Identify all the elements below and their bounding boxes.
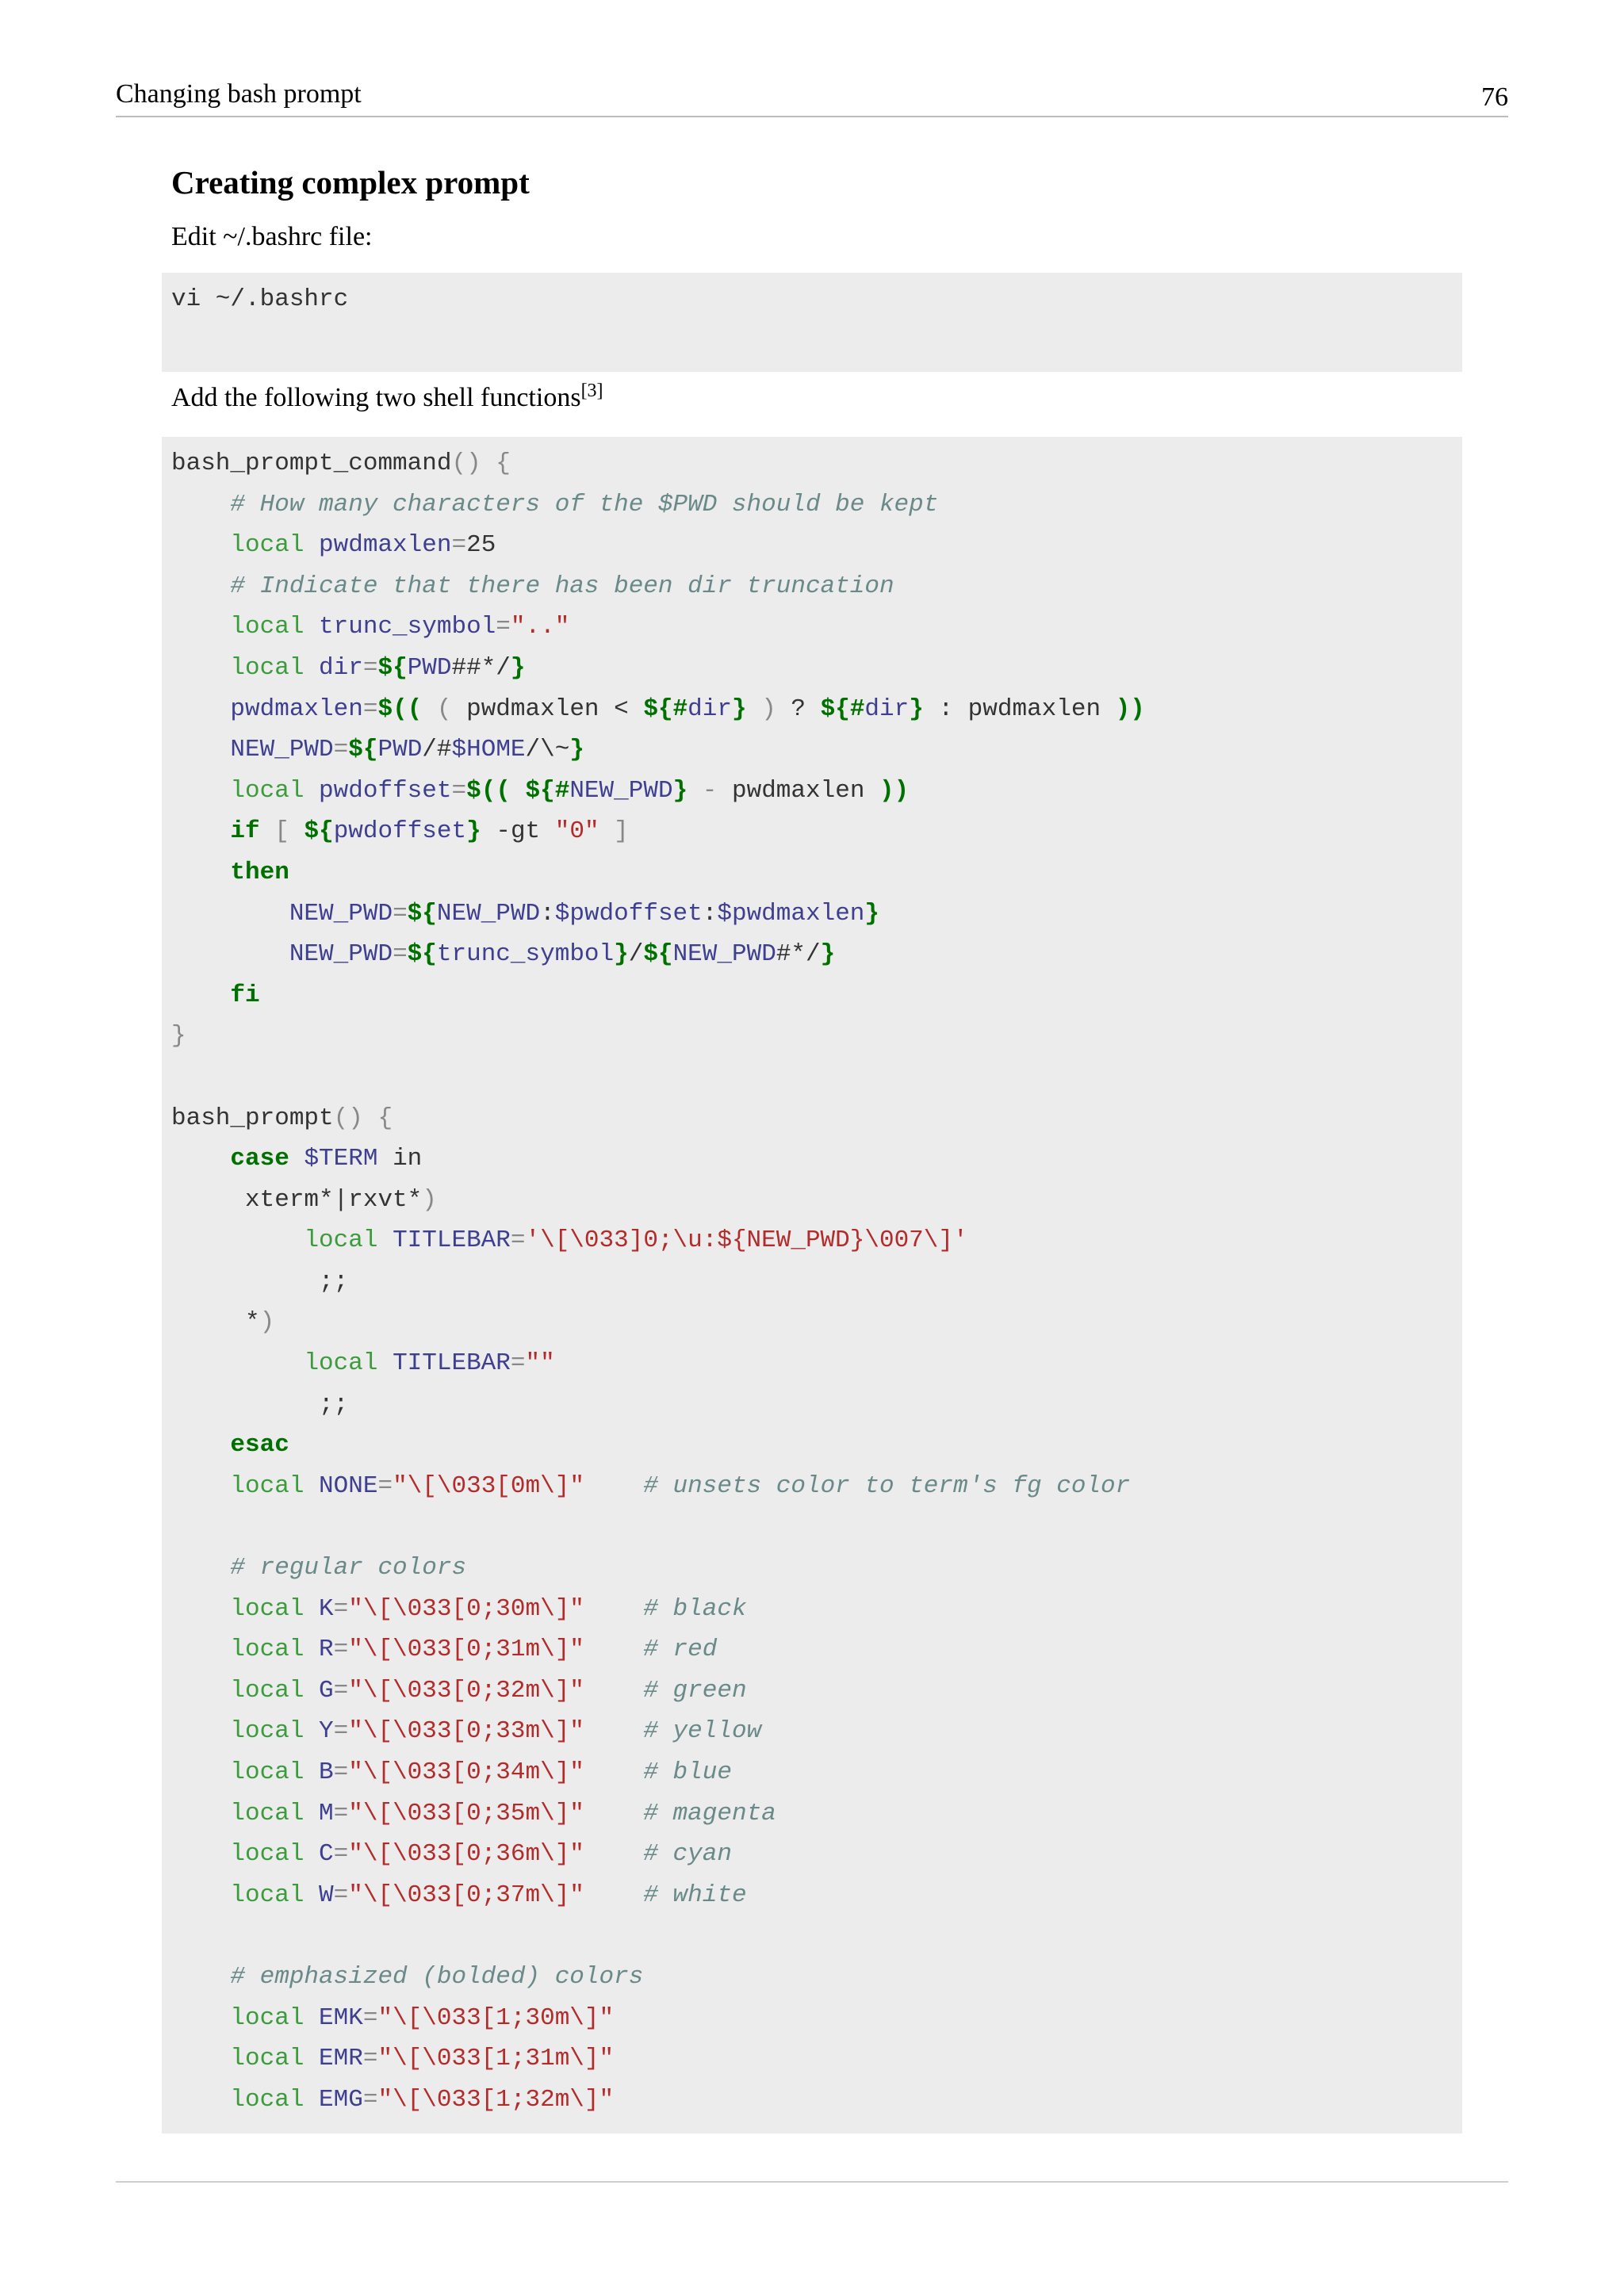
code-token: )) (1115, 695, 1145, 723)
code-line (171, 1915, 1145, 1957)
code-token: local (230, 1594, 304, 1623)
code-token (304, 1717, 319, 1745)
code-token: = (333, 1840, 349, 1869)
code-token: C (319, 1840, 334, 1869)
code-line (171, 894, 1145, 935)
code-token: if (230, 817, 260, 846)
code-token (304, 1595, 319, 1623)
code-token: "\[\033[1;32m\]" (377, 2085, 615, 2114)
code-line (171, 2038, 1145, 2080)
code-token (584, 1840, 643, 1868)
code-token: pwdoffset (333, 817, 467, 846)
code-token: () { (333, 1104, 393, 1132)
code-token: = (333, 1594, 349, 1623)
code-token: $TERM (304, 1145, 378, 1173)
code-token: "\[\033[0;31m\]" (348, 1636, 584, 1664)
code-token (599, 817, 615, 845)
code-token (171, 1881, 230, 1909)
code-token: "\[\033[0;30m\]" (348, 1594, 584, 1623)
code-token: } (731, 695, 747, 723)
code-token (584, 1800, 643, 1827)
code-token: esac (230, 1431, 289, 1460)
intro-paragraph: Edit ~/.bashrc file: (171, 222, 373, 251)
code-token: pwdmaxlen (717, 776, 880, 805)
code-token (304, 777, 319, 805)
code-token: } (672, 776, 688, 805)
code-token: = (333, 1758, 349, 1786)
code-token: } (466, 817, 481, 846)
code-token (171, 1717, 230, 1745)
code-token: $HOME (451, 736, 526, 764)
code-token (289, 1145, 304, 1173)
code-token (304, 1881, 319, 1909)
code-token (171, 572, 230, 600)
code-token: R (319, 1636, 334, 1664)
code-token: #*/ (776, 940, 821, 969)
code-line (171, 1998, 1145, 2039)
code-line (171, 1629, 1145, 1670)
code-token: # regular colors (230, 1554, 467, 1582)
code-token (171, 982, 230, 1009)
code-line (171, 1057, 1145, 1098)
code-token (304, 1758, 319, 1786)
code-token: "0" (554, 817, 599, 846)
code-token (289, 817, 304, 845)
code-line (171, 689, 1145, 730)
code-token: ${# (525, 776, 570, 805)
code-token: "\[\033[0;37m\]" (348, 1881, 584, 1909)
code-line (171, 1220, 1145, 1261)
code-token (584, 1881, 643, 1909)
code-token (584, 1758, 643, 1786)
code-token (171, 1431, 230, 1459)
code-line (171, 1752, 1145, 1793)
code-token: # emphasized (bolded) colors (230, 1962, 644, 1991)
code-token: local (304, 1226, 378, 1255)
code-token: local (230, 1758, 304, 1786)
code-token: PWD (407, 653, 452, 682)
code-token: # blue (643, 1758, 732, 1786)
code-token (171, 736, 230, 763)
code-token: EMK (319, 2003, 363, 2032)
code-token: ${# (820, 695, 865, 723)
code-token: - (702, 776, 718, 805)
code-token: } (614, 940, 629, 969)
code-token: NEW_PWD (569, 776, 673, 805)
code-lines (171, 443, 1145, 2120)
code-token: # green (643, 1676, 747, 1705)
code-line (171, 811, 1145, 852)
code-token (171, 1677, 230, 1705)
running-header-title: Changing bash prompt (116, 79, 362, 109)
code-token: = (362, 2045, 378, 2073)
code-token: )) (879, 776, 910, 805)
code-token (171, 1636, 230, 1663)
code-token: = (393, 899, 408, 928)
code-token: "\[\033[0;34m\]" (348, 1758, 584, 1786)
code-token: "" (525, 1349, 555, 1378)
code-token: xterm*|rxvt* (171, 1185, 423, 1214)
code-token: local (230, 2045, 304, 2073)
code-line (171, 1302, 1145, 1343)
code-token: local (230, 531, 304, 560)
code-token: $(( (377, 695, 423, 723)
code-line (171, 648, 1145, 689)
code-line (171, 852, 1145, 894)
code-token: ? (776, 695, 821, 723)
code-token: ;; (171, 1390, 349, 1418)
code-token: "\[\033[0;32m\]" (348, 1676, 584, 1705)
code-line (171, 1589, 1145, 1630)
code-token (304, 1800, 319, 1827)
code-token: () { (451, 450, 511, 477)
code-token: /\~ (525, 736, 570, 764)
code-token: local (230, 1799, 304, 1827)
code-token: ( (436, 695, 452, 723)
code-token: local (230, 653, 304, 682)
section-heading: Creating complex prompt (171, 164, 530, 201)
code-token: = (333, 1676, 349, 1705)
code-token: } (864, 899, 880, 928)
code-token (171, 1800, 230, 1827)
code-token (171, 900, 289, 928)
code-line (171, 484, 1145, 526)
code-token: = (333, 1636, 349, 1664)
code-token: local (230, 2003, 304, 2032)
code-line (171, 1261, 1145, 1303)
code-token: dir (319, 653, 363, 682)
code-token (171, 1963, 230, 1991)
footer-rule (116, 2181, 1508, 2183)
code-token: NEW_PWD (672, 940, 776, 969)
code-token (171, 613, 230, 641)
page-number: 76 (1481, 82, 1508, 112)
code-token: = (496, 613, 511, 641)
code-token: # white (643, 1881, 747, 1909)
code-token: dir (688, 695, 732, 723)
code-token: M (319, 1799, 334, 1827)
code-token (171, 695, 230, 723)
code-line (171, 1506, 1145, 1548)
code-token: EMG (319, 2085, 363, 2114)
code-token (171, 2004, 230, 2032)
code-token: PWD (377, 736, 423, 764)
code-token: $(( (466, 776, 511, 805)
code-line (171, 1957, 1145, 1998)
code-token: local (230, 1881, 304, 1909)
code-token: = (451, 531, 467, 560)
code-token: local (230, 1471, 304, 1500)
code-token: ) (422, 1185, 437, 1214)
code-token (511, 777, 526, 805)
code-token (584, 1595, 643, 1623)
code-token: "\[\033[0m\]" (393, 1471, 584, 1500)
code-token: ${ (377, 653, 408, 682)
code-token: = (510, 1226, 526, 1255)
code-token: pwdmaxlen < (451, 695, 644, 723)
code-token (422, 695, 437, 723)
code-token: = (510, 1349, 526, 1378)
code-token (171, 1145, 230, 1173)
code-token (171, 491, 230, 519)
code-token: -gt (481, 817, 555, 846)
code-token: = (362, 695, 378, 723)
code-token (304, 2004, 319, 2032)
code-token: = (333, 1717, 349, 1746)
code-token: # red (643, 1636, 718, 1664)
code-token: = (362, 653, 378, 682)
code-token: pwdmaxlen (230, 695, 363, 723)
code-token (304, 1636, 319, 1663)
code-token (171, 2045, 230, 2072)
code-line (171, 525, 1145, 566)
code-token: 25 (466, 531, 496, 560)
code-token: ] (614, 817, 629, 846)
code-token (304, 1677, 319, 1705)
code-token (171, 1595, 230, 1623)
code-token: TITLEBAR (393, 1349, 511, 1378)
code-token: pwdmaxlen (319, 531, 452, 560)
code-token (304, 531, 319, 559)
code-token (171, 1472, 230, 1500)
code-token: # cyan (643, 1840, 732, 1869)
code-token: pwdoffset (319, 776, 452, 805)
code-token: = (362, 2003, 378, 2032)
code-token (747, 695, 762, 723)
code-token: local (230, 776, 304, 805)
code-token: case (230, 1145, 289, 1173)
code-token: } (569, 736, 584, 764)
code-token: trunc_symbol (319, 613, 496, 641)
code-token: } (909, 695, 924, 723)
code-token: TITLEBAR (393, 1226, 511, 1255)
code-line (171, 975, 1145, 1016)
code-token: trunc_symbol (436, 940, 615, 969)
code-token: = (362, 2085, 378, 2114)
code-token: $pwdoffset (554, 899, 703, 928)
code-token (171, 859, 230, 886)
code-line (171, 443, 1145, 484)
code-token: "\[\033[0;35m\]" (348, 1799, 584, 1827)
code-token (304, 613, 319, 641)
code-token (377, 1349, 393, 1377)
code-token: = (333, 736, 349, 764)
code-line (171, 934, 1145, 975)
code-token: bash_prompt (171, 1104, 334, 1132)
functions-paragraph-text: Add the following two shell functions (171, 383, 581, 412)
code-token: } (171, 1022, 186, 1050)
code-token: NEW_PWD (289, 899, 393, 928)
code-token (584, 1472, 643, 1500)
code-token (584, 1677, 643, 1705)
code-line (171, 1180, 1145, 1221)
code-token (377, 1226, 393, 1254)
code-token: ) (259, 1308, 275, 1337)
code-line (171, 607, 1145, 648)
code-token (171, 1226, 304, 1254)
code-token: local (230, 1636, 304, 1664)
code-token: G (319, 1676, 334, 1705)
code-token: dir (864, 695, 910, 723)
code-token: EMR (319, 2045, 363, 2073)
code-token: local (304, 1349, 378, 1378)
code-line (171, 2080, 1145, 2121)
code-token: } (510, 653, 526, 682)
code-token (171, 1758, 230, 1786)
code-token: = (333, 1799, 349, 1827)
code-token: NEW_PWD (230, 736, 334, 764)
code-line (171, 1384, 1145, 1425)
code-token: ${ (304, 817, 334, 846)
code-token (584, 1717, 643, 1745)
code-token: NEW_PWD (289, 940, 393, 969)
code-block-edit-bashrc (162, 273, 1462, 372)
code-token: : (540, 899, 555, 928)
code-token: ;; (171, 1267, 349, 1295)
code-token: / (628, 940, 644, 969)
code-token (304, 2045, 319, 2072)
code-line (171, 1425, 1145, 1466)
code-token: "\[\033[1;30m\]" (377, 2003, 615, 2032)
code-token (171, 654, 230, 682)
code-token (171, 1840, 230, 1868)
code-token: # black (643, 1594, 747, 1623)
code-line (171, 566, 1145, 607)
code-token: # unsets color to term's fg color (643, 1471, 1131, 1500)
code-line (171, 1875, 1145, 1916)
code-token (171, 1349, 304, 1377)
code-token: ${ (643, 940, 673, 969)
code-token (304, 2086, 319, 2114)
code-line (171, 1670, 1145, 1712)
code-token: : (702, 899, 718, 928)
code-token: local (230, 613, 304, 641)
code-token: "\[\033[0;33m\]" (348, 1717, 584, 1746)
code-token: NEW_PWD (436, 899, 541, 928)
code-token: NONE (319, 1471, 378, 1500)
code-line (171, 771, 1145, 812)
code-token: : pwdmaxlen (923, 695, 1116, 723)
code-token (304, 1840, 319, 1868)
code-token: "\[\033[1;31m\]" (377, 2045, 615, 2073)
code-token: = (377, 1471, 393, 1500)
code-token (171, 940, 289, 968)
code-line (171, 1098, 1145, 1139)
code-token: $pwdmaxlen (717, 899, 865, 928)
code-token (688, 777, 703, 805)
code-line (171, 729, 1145, 771)
header-rule (116, 116, 1508, 117)
code-line (171, 1016, 1145, 1057)
code-token: [ (274, 817, 289, 846)
code-line (171, 1711, 1145, 1752)
code-token: ) (761, 695, 776, 723)
code-token (304, 654, 319, 682)
code-token: Y (319, 1717, 334, 1746)
code-token: ${# (643, 695, 688, 723)
code-token: * (171, 1308, 260, 1337)
code-token (171, 817, 230, 845)
functions-paragraph (171, 383, 603, 413)
code-token: B (319, 1758, 334, 1786)
code-token: "\[\033[0;36m\]" (348, 1840, 584, 1869)
code-line (171, 1138, 1145, 1180)
code-token: ${ (407, 940, 437, 969)
code-token: ${ (348, 736, 378, 764)
code-token: } (820, 940, 836, 969)
code-text: vi ~/.bashrc (171, 285, 349, 313)
code-token: in (377, 1145, 423, 1173)
code-token: bash_prompt_command (171, 450, 452, 477)
code-token: local (230, 1840, 304, 1869)
code-token: ".." (510, 613, 570, 641)
code-line (171, 1343, 1145, 1384)
code-token: = (393, 940, 408, 969)
code-token: ##*/ (451, 653, 511, 682)
code-token: then (230, 858, 289, 886)
code-token (171, 2086, 230, 2114)
code-line (171, 1793, 1145, 1835)
code-token (304, 1472, 319, 1500)
code-line (171, 1548, 1145, 1589)
code-token: # Indicate that there has been dir truncation (230, 572, 894, 600)
code-token: '\[\033]0;\u:${NEW_PWD}\007\]' (525, 1226, 968, 1255)
code-token (171, 531, 230, 559)
reference-link[interactable]: [3] (580, 381, 603, 401)
code-token: # How many characters of the $PWD should be kept (230, 490, 939, 519)
code-token: fi (230, 981, 260, 1009)
code-token: W (319, 1881, 334, 1909)
code-token: # magenta (643, 1799, 776, 1827)
code-token: = (451, 776, 467, 805)
code-token: = (333, 1881, 349, 1909)
code-token: K (319, 1594, 334, 1623)
code-line (171, 1834, 1145, 1875)
code-token: # yellow (643, 1717, 762, 1746)
code-token: /# (422, 736, 452, 764)
code-token (584, 1636, 643, 1663)
code-token: ${ (407, 899, 437, 928)
code-line (171, 1466, 1145, 1507)
code-token: local (230, 2085, 304, 2114)
code-token: local (230, 1676, 304, 1705)
code-token (171, 777, 230, 805)
code-token (260, 817, 275, 845)
code-token (171, 1554, 230, 1582)
code-block-shell-functions (162, 437, 1462, 2133)
code-token: local (230, 1717, 304, 1746)
